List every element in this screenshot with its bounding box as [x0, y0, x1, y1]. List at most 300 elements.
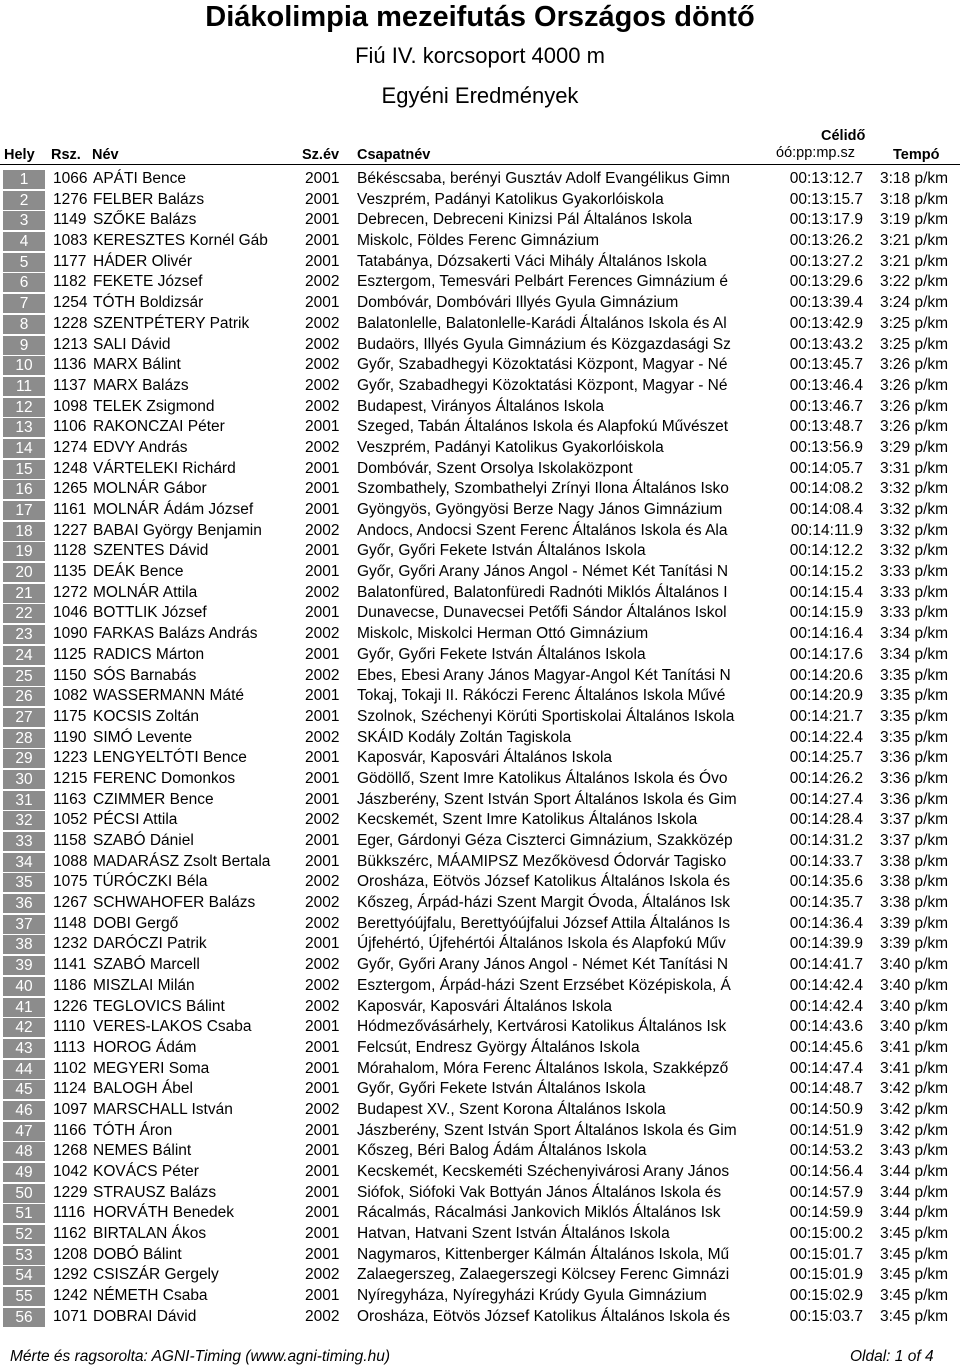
team-name-cell: Miskolc, Miskolci Herman Ottó Gimnázium	[357, 625, 649, 643]
bib-number-cell: 1124	[53, 1080, 87, 1098]
finish-time-cell: 00:14:28.4	[789, 811, 863, 829]
bib-number-cell: 1082	[53, 687, 88, 705]
athlete-name-cell: MOLNÁR Ádám József	[93, 501, 254, 518]
athlete-name-cell: BOTTLIK József	[93, 604, 207, 622]
pace-cell: 3:44 p/km	[880, 1204, 949, 1222]
athlete-name-cell: NEMES Bálint	[93, 1142, 192, 1160]
finish-time-cell: 00:14:53.2	[789, 1142, 863, 1160]
finish-time-cell: 00:13:46.7	[789, 397, 863, 415]
pace-cell: 3:39 p/km	[880, 914, 949, 932]
pace-cell: 3:31 p/km	[880, 459, 949, 477]
table-row	[0, 376, 960, 397]
finish-time-cell: 00:14:22.4	[789, 728, 863, 746]
rank-cell: 6	[3, 273, 45, 292]
finish-time-cell: 00:14:42.4	[789, 997, 863, 1015]
rank-cell: 9	[3, 336, 45, 355]
finish-time-cell: 00:15:00.2	[789, 1225, 863, 1243]
finish-time-cell: 00:14:26.2	[789, 769, 863, 787]
finish-time-cell: 00:14:59.9	[789, 1204, 863, 1222]
bib-number-cell: 1254	[53, 294, 88, 312]
athlete-name-cell: HÁDER Olivér	[93, 252, 193, 270]
rank-cell: 51	[3, 1204, 45, 1223]
athlete-name-cell: SZENTES Dávid	[93, 542, 209, 560]
table-row	[0, 852, 960, 873]
athlete-name-cell: MARSCHALL István	[93, 1100, 233, 1118]
birth-year-cell: 2002	[305, 397, 340, 415]
pace-cell: 3:41 p/km	[880, 1038, 949, 1056]
finish-time-cell: 00:14:21.7	[789, 707, 863, 725]
athlete-name-cell: RAKONCZAI Péter	[93, 418, 225, 436]
bib-number-cell: 1268	[53, 1142, 88, 1160]
rank-cell: 2	[3, 191, 45, 210]
team-name-cell: Veszprém, Padányi Katolikus Gyakorlóiskola	[357, 190, 664, 208]
rank-cell: 5	[3, 253, 45, 272]
team-name-cell: Tatabánya, Dózsakerti Váci Mihály Általános Iskola	[357, 252, 707, 270]
rank-cell: 14	[3, 439, 45, 458]
col-header-rsz: Rsz.	[51, 147, 81, 163]
rank-cell: 26	[3, 687, 45, 706]
col-header-szev: Sz.év	[302, 147, 340, 163]
athlete-name-cell: VÁRTELEKI Richárd	[93, 459, 236, 477]
table-row	[0, 583, 960, 604]
team-name-cell: Győr, Győri Arany János Angol - Német Két Tanítási N	[357, 956, 729, 974]
birth-year-cell: 2002	[305, 583, 340, 601]
col-header-tempo: Tempó	[893, 147, 940, 163]
team-name-cell: Bükkszérc, MÁAMIPSZ Mezőkövesd Ódorvár Tagisko	[357, 852, 727, 870]
team-name-cell: Nyíregyháza, Nyíregyházi Krúdy Gyula Gimnázium	[357, 1287, 707, 1305]
col-header-nev: Név	[92, 147, 119, 163]
birth-year-cell: 2001	[305, 190, 340, 208]
pace-cell: 3:29 p/km	[880, 438, 949, 456]
athlete-name-cell: MEGYERI Soma	[93, 1059, 210, 1077]
pace-cell: 3:19 p/km	[880, 211, 949, 229]
rank-cell: 50	[3, 1184, 45, 1203]
table-row	[0, 1059, 960, 1080]
bib-number-cell: 1227	[53, 521, 88, 539]
athlete-name-cell: BALOGH Ábel	[93, 1080, 193, 1098]
pace-cell: 3:42 p/km	[880, 1080, 949, 1098]
birth-year-cell: 2001	[305, 211, 340, 229]
rank-cell: 25	[3, 667, 45, 686]
birth-year-cell: 2001	[305, 1225, 340, 1243]
birth-year-cell: 2001	[305, 1142, 340, 1160]
rank-cell: 49	[3, 1163, 45, 1182]
athlete-name-cell: SÓS Barnabás	[93, 666, 197, 684]
bib-number-cell: 1274	[53, 438, 88, 456]
rank-cell: 11	[3, 377, 45, 396]
birth-year-cell: 2001	[305, 459, 340, 477]
pace-cell: 3:40 p/km	[880, 997, 949, 1015]
team-name-cell: Szeged, Tabán Általános Iskola és Alapfokú Művészet	[357, 418, 729, 436]
bib-number-cell: 1136	[53, 356, 87, 374]
pace-cell: 3:44 p/km	[880, 1183, 949, 1201]
team-name-cell: Felcsút, Endresz György Általános Iskola	[357, 1038, 640, 1056]
athlete-name-cell: FELBER Balázs	[93, 190, 205, 208]
birth-year-cell: 2002	[305, 314, 340, 332]
team-name-cell: Miskolc, Földes Ferenc Gimnázium	[357, 232, 600, 250]
birth-year-cell: 2001	[305, 687, 340, 705]
pace-cell: 3:44 p/km	[880, 1163, 949, 1180]
finish-time-cell: 00:13:15.7	[789, 190, 863, 208]
birth-year-cell: 2001	[305, 1121, 340, 1139]
finish-time-cell: 00:14:05.7	[789, 459, 863, 477]
bib-number-cell: 1175	[53, 707, 87, 725]
bib-number-cell: 1272	[53, 583, 88, 601]
athlete-name-cell: PÉCSI Attila	[93, 811, 178, 829]
footer-credit: Mérte és ragsorolta: AGNI-Timing (www.agni-timing.hu)	[10, 1348, 391, 1365]
table-row	[0, 645, 960, 666]
table-row	[0, 500, 960, 521]
team-name-cell: Győr, Szabadhegyi Közoktatási Központ, Magyar - Né	[357, 356, 728, 374]
table-row	[0, 914, 960, 935]
team-name-cell: Ebes, Ebesi Arany János Magyar-Angol Két Tanítási N	[357, 666, 731, 684]
table-row	[0, 293, 960, 314]
table-row	[0, 521, 960, 542]
bib-number-cell: 1242	[53, 1287, 88, 1305]
table-row	[0, 603, 960, 624]
athlete-name-cell: MOLNÁR Attila	[93, 583, 198, 601]
table-row	[0, 231, 960, 252]
bib-number-cell: 1265	[53, 480, 88, 498]
finish-time-cell: 00:14:35.6	[789, 873, 863, 891]
team-name-cell: Budapest, Virányos Általános Iskola	[357, 397, 605, 415]
pace-cell: 3:21 p/km	[880, 252, 949, 270]
bib-number-cell: 1090	[53, 625, 88, 643]
pace-cell: 3:38 p/km	[880, 873, 949, 891]
team-name-cell: Esztergom, Temesvári Pelbárt Ferences Gimnázium é	[357, 273, 728, 291]
bib-number-cell: 1292	[53, 1266, 88, 1284]
pace-cell: 3:40 p/km	[880, 976, 949, 994]
rank-cell: 32	[3, 811, 45, 830]
team-name-cell: Veszprém, Padányi Katolikus Gyakorlóiskola	[357, 438, 664, 456]
finish-time-cell: 00:15:02.9	[789, 1287, 863, 1305]
athlete-name-cell: MARX Balázs	[93, 376, 189, 394]
table-row	[0, 1183, 960, 1204]
birth-year-cell: 2002	[305, 625, 340, 643]
pace-cell: 3:42 p/km	[880, 1121, 949, 1139]
birth-year-cell: 2001	[305, 563, 340, 581]
bib-number-cell: 1228	[53, 314, 88, 332]
bib-number-cell: 1116	[53, 1204, 86, 1222]
pace-cell: 3:36 p/km	[880, 749, 949, 767]
athlete-name-cell: WASSERMANN Máté	[93, 687, 245, 705]
finish-time-cell: 00:14:11.9	[790, 521, 863, 539]
team-name-cell: Újfehértó, Újfehértói Általános Iskola és Alapfokú Műv	[357, 935, 726, 953]
team-name-cell: Győr, Szabadhegyi Közoktatási Központ, Magyar - Né	[357, 376, 728, 394]
rank-cell: 27	[3, 708, 45, 727]
bib-number-cell: 1083	[53, 232, 88, 250]
table-row	[0, 790, 960, 811]
athlete-name-cell: TEGLOVICS Bálint	[93, 997, 225, 1015]
finish-time-cell: 00:14:41.7	[789, 956, 863, 974]
table-row	[0, 314, 960, 335]
table-row	[0, 872, 960, 893]
pace-cell: 3:33 p/km	[880, 604, 949, 622]
rank-cell: 23	[3, 625, 45, 644]
pace-cell: 3:35 p/km	[880, 707, 949, 725]
table-row	[0, 1203, 960, 1224]
birth-year-cell: 2002	[305, 1266, 340, 1284]
team-name-cell: Orosháza, Eötvös József Katolikus Általános Iskola és	[357, 873, 731, 891]
bib-number-cell: 1066	[53, 170, 88, 187]
team-name-cell: Mórahalom, Móra Ferenc Általános Iskola, Szakképző	[357, 1059, 729, 1077]
birth-year-cell: 2001	[305, 1059, 340, 1077]
birth-year-cell: 2001	[305, 1204, 340, 1222]
bib-number-cell: 1158	[53, 832, 87, 849]
pace-cell: 3:26 p/km	[880, 418, 949, 436]
athlete-name-cell: EDVY András	[93, 438, 188, 456]
bib-number-cell: 1248	[53, 459, 88, 477]
rank-cell: 36	[3, 894, 45, 913]
rank-cell: 35	[3, 873, 45, 892]
finish-time-cell: 00:14:08.2	[789, 480, 863, 498]
finish-time-cell: 00:13:42.9	[789, 314, 863, 332]
table-row	[0, 335, 960, 356]
athlete-name-cell: HORVÁTH Benedek	[93, 1204, 234, 1222]
finish-time-cell: 00:14:33.7	[789, 852, 863, 870]
pace-cell: 3:36 p/km	[880, 790, 949, 808]
finish-time-cell: 00:13:56.9	[789, 438, 863, 456]
bib-number-cell: 1150	[53, 666, 87, 684]
team-name-cell: Győr, Győri Arany János Angol - Német Két Tanítási N	[357, 563, 729, 581]
rank-cell: 44	[3, 1060, 45, 1079]
finish-time-cell: 00:14:43.6	[789, 1018, 863, 1036]
rank-cell: 54	[3, 1266, 45, 1285]
team-name-cell: Zalaegerszeg, Zalaegerszegi Kölcsey Ferenc Gimnázi	[357, 1266, 730, 1284]
athlete-name-cell: TÓTH Boldizsár	[93, 294, 204, 312]
pace-cell: 3:40 p/km	[880, 1018, 949, 1036]
bib-number-cell: 1110	[53, 1018, 86, 1036]
athlete-name-cell: DOBÓ Bálint	[93, 1245, 182, 1263]
page-number: Oldal: 1 of 4	[850, 1348, 934, 1365]
rank-cell: 22	[3, 604, 45, 623]
birth-year-cell: 2002	[305, 997, 340, 1015]
finish-time-cell: 00:14:56.4	[789, 1163, 863, 1180]
table-row	[0, 169, 960, 190]
finish-time-cell: 00:14:17.6	[789, 645, 863, 663]
table-row	[0, 1100, 960, 1121]
team-name-cell: Szombathely, Szombathelyi Zrínyi Ilona Általános Isko	[357, 480, 729, 498]
pace-cell: 3:22 p/km	[880, 273, 949, 291]
finish-time-cell: 00:13:39.4	[789, 294, 863, 312]
rank-cell: 10	[3, 356, 45, 375]
table-row	[0, 459, 960, 480]
table-row	[0, 1307, 960, 1328]
team-name-cell: Kecskemét, Kecskeméti Széchenyivárosi Arany János	[357, 1163, 730, 1180]
pace-cell: 3:32 p/km	[880, 542, 949, 560]
bib-number-cell: 1075	[53, 873, 88, 891]
bib-number-cell: 1137	[53, 376, 87, 394]
bib-number-cell: 1098	[53, 397, 88, 415]
team-name-cell: Jászberény, Szent István Sport Általános Iskola és Gim	[357, 1121, 737, 1139]
bib-number-cell: 1182	[53, 273, 87, 291]
team-name-cell: Hatvan, Hatvani Szent István Általános Iskola	[357, 1225, 670, 1243]
bib-number-cell: 1052	[53, 811, 88, 829]
bib-number-cell: 1166	[53, 1121, 87, 1139]
bib-number-cell: 1046	[53, 604, 88, 622]
rank-cell: 16	[3, 480, 45, 499]
birth-year-cell: 2001	[305, 1018, 340, 1036]
team-name-cell: Orosháza, Eötvös József Katolikus Általános Iskola és	[357, 1307, 731, 1325]
pace-cell: 3:35 p/km	[880, 728, 949, 746]
header-divider	[0, 164, 960, 165]
table-row	[0, 190, 960, 211]
rank-cell: 52	[3, 1225, 45, 1244]
bib-number-cell: 1042	[53, 1163, 88, 1180]
birth-year-cell: 2001	[305, 418, 340, 436]
table-row	[0, 666, 960, 687]
pace-cell: 3:37 p/km	[880, 832, 949, 849]
pace-cell: 3:32 p/km	[880, 501, 949, 518]
birth-year-cell: 2001	[305, 604, 340, 622]
birth-year-cell: 2001	[305, 232, 340, 250]
birth-year-cell: 2001	[305, 1038, 340, 1056]
pace-cell: 3:45 p/km	[880, 1287, 949, 1305]
pace-cell: 3:35 p/km	[880, 687, 949, 705]
pace-cell: 3:41 p/km	[880, 1059, 949, 1077]
results-table	[0, 169, 960, 1328]
finish-time-cell: 00:14:15.2	[789, 563, 863, 581]
table-row	[0, 976, 960, 997]
bib-number-cell: 1223	[53, 749, 88, 767]
bib-number-cell: 1141	[53, 956, 87, 974]
pace-cell: 3:45 p/km	[880, 1266, 949, 1284]
birth-year-cell: 2001	[305, 790, 340, 808]
bib-number-cell: 1097	[53, 1100, 88, 1118]
pace-cell: 3:42 p/km	[880, 1100, 949, 1118]
bib-number-cell: 1135	[53, 563, 87, 581]
team-name-cell: SKÁID Kodály Zoltán Tagiskola	[357, 728, 572, 746]
rank-cell: 53	[3, 1246, 45, 1265]
birth-year-cell: 2001	[305, 294, 340, 312]
table-row	[0, 1017, 960, 1038]
bib-number-cell: 1162	[53, 1225, 87, 1243]
bib-number-cell: 1232	[53, 935, 88, 953]
rank-cell: 20	[3, 563, 45, 582]
birth-year-cell: 2002	[305, 811, 340, 829]
rank-cell: 3	[3, 211, 45, 230]
rank-cell: 45	[3, 1080, 45, 1099]
bib-number-cell: 1106	[53, 418, 87, 436]
table-row	[0, 893, 960, 914]
rank-cell: 7	[3, 294, 45, 313]
finish-time-cell: 00:14:08.4	[789, 501, 863, 518]
rank-cell: 38	[3, 935, 45, 954]
team-name-cell: Andocs, Andocsi Szent Ferenc Általános Iskola és Ala	[357, 521, 728, 539]
finish-time-cell: 00:14:50.9	[789, 1100, 863, 1118]
bib-number-cell: 1161	[53, 501, 87, 518]
birth-year-cell: 2002	[305, 956, 340, 974]
finish-time-cell: 00:13:45.7	[789, 356, 863, 374]
team-name-cell: Berettyóújfalu, Berettyóújfalui József Attila Általános Is	[357, 914, 731, 932]
bib-number-cell: 1208	[53, 1245, 88, 1263]
pace-cell: 3:32 p/km	[880, 480, 949, 498]
rank-cell: 4	[3, 232, 45, 251]
birth-year-cell: 2002	[305, 894, 340, 912]
birth-year-cell: 2001	[305, 542, 340, 560]
table-row	[0, 210, 960, 231]
athlete-name-cell: DOBI Gergő	[93, 914, 179, 932]
team-name-cell: Tokaj, Tokaji II. Rákóczi Ferenc Általános Iskola Művé	[357, 687, 726, 705]
team-name-cell: Győr, Győri Fekete István Általános Iskola	[357, 1080, 646, 1098]
birth-year-cell: 2002	[305, 273, 340, 291]
athlete-name-cell: KERESZTES Kornél Gáb	[93, 232, 268, 250]
finish-time-cell: 00:14:31.2	[789, 832, 863, 849]
team-name-cell: Kőszeg, Árpád-házi Szent Margit Óvoda, Általános Isk	[357, 894, 731, 912]
finish-time-cell: 00:15:03.7	[789, 1307, 863, 1325]
birth-year-cell: 2001	[305, 645, 340, 663]
birth-year-cell: 2001	[305, 1183, 340, 1201]
athlete-name-cell: SCHWAHOFER Balázs	[93, 894, 256, 912]
pace-cell: 3:40 p/km	[880, 956, 949, 974]
table-row	[0, 1038, 960, 1059]
athlete-name-cell: APÁTI Bence	[93, 170, 187, 187]
birth-year-cell: 2002	[305, 1307, 340, 1325]
pace-cell: 3:26 p/km	[880, 356, 949, 374]
table-row	[0, 955, 960, 976]
table-row	[0, 562, 960, 583]
birth-year-cell: 2002	[305, 728, 340, 746]
table-row	[0, 1245, 960, 1266]
bib-number-cell: 1088	[53, 852, 88, 870]
birth-year-cell: 2001	[305, 707, 340, 725]
table-row	[0, 1079, 960, 1100]
birth-year-cell: 2001	[305, 252, 340, 270]
finish-time-cell: 00:13:27.2	[789, 252, 863, 270]
table-row	[0, 438, 960, 459]
rank-cell: 15	[3, 460, 45, 479]
birth-year-cell: 2002	[305, 376, 340, 394]
table-row	[0, 252, 960, 273]
table-row	[0, 355, 960, 376]
rank-cell: 37	[3, 915, 45, 934]
table-row	[0, 417, 960, 438]
finish-time-cell: 00:13:17.9	[789, 211, 863, 229]
athlete-name-cell: DOBRAI Dávid	[93, 1307, 197, 1325]
pace-cell: 3:45 p/km	[880, 1225, 949, 1243]
finish-time-cell: 00:14:12.2	[789, 542, 863, 560]
finish-time-cell: 00:14:36.4	[789, 914, 863, 932]
bib-number-cell: 1213	[53, 335, 88, 353]
pace-cell: 3:21 p/km	[880, 232, 949, 250]
birth-year-cell: 2001	[305, 1163, 340, 1180]
athlete-name-cell: NÉMETH Csaba	[93, 1287, 208, 1305]
team-name-cell: Győr, Győri Fekete István Általános Iskola	[357, 542, 646, 560]
birth-year-cell: 2001	[305, 832, 340, 849]
athlete-name-cell: STRAUSZ Balázs	[93, 1183, 217, 1201]
rank-cell: 33	[3, 832, 45, 851]
pace-cell: 3:39 p/km	[880, 935, 949, 953]
finish-time-cell: 00:13:43.2	[789, 335, 863, 353]
team-name-cell: Gödöllő, Szent Imre Katolikus Általános Iskola és Óvo	[357, 769, 728, 787]
team-name-cell: Gyöngyös, Gyöngyösi Berze Nagy János Gimnázium	[357, 501, 723, 518]
table-row	[0, 997, 960, 1018]
team-name-cell: Dunavecse, Dunavecsei Petőfi Sándor Általános Iskol	[357, 604, 727, 622]
team-name-cell: Dombóvár, Szent Orsolya Iskolaközpont	[357, 459, 633, 477]
rank-cell: 40	[3, 977, 45, 996]
team-name-cell: Békéscsaba, berényi Gusztáv Adolf Evangélikus Gimn	[357, 170, 731, 187]
finish-time-cell: 00:14:48.7	[789, 1080, 863, 1098]
birth-year-cell: 2002	[305, 335, 340, 353]
pace-cell: 3:24 p/km	[880, 294, 949, 312]
col-header-csapatnev: Csapatnév	[357, 147, 431, 163]
birth-year-cell: 2001	[305, 170, 340, 187]
pace-cell: 3:18 p/km	[880, 170, 949, 187]
pace-cell: 3:34 p/km	[880, 625, 949, 643]
rank-cell: 56	[3, 1308, 45, 1327]
pace-cell: 3:35 p/km	[880, 666, 949, 684]
bib-number-cell: 1148	[53, 914, 87, 932]
